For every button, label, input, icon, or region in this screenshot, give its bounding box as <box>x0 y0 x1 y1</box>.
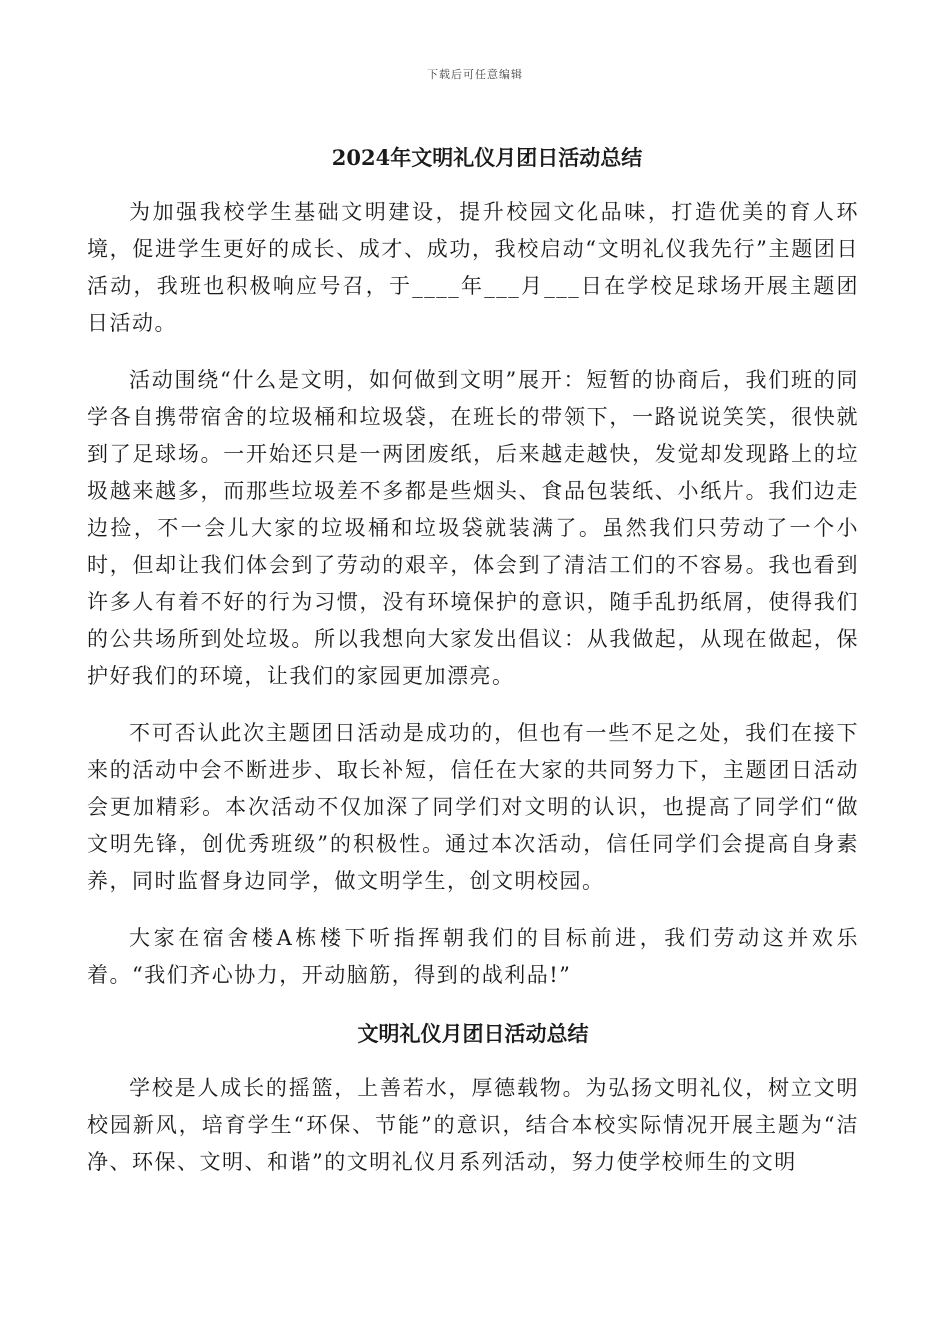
document-body <box>87 138 859 1201</box>
paragraph: 不可否认此次主题团日活动是成功的，但也有一些不足之处，我们在接下来的活动中会不断进步、取长补短，信任在大家的共同努力下，主题团日活动会更加精彩。本次活动不仅加深了同学们对文明的认识，也提高了同学们“做文明先锋，创优秀班级”的积极性。通过本次活动，信任同学们会提高自身素养，同时监督身边同学，做文明学生，创文明校园。 <box>87 721 859 893</box>
header-note: 下载后可任意编辑 <box>427 68 523 81</box>
section-title: 文明礼仪月团日活动总结 <box>357 1021 589 1046</box>
paragraph: 学校是人成长的摇篮，上善若水，厚德载物。为弘扬文明礼仪，树立文明校园新风，培育学生“环保、节能”的意识，结合本校实际情况开展主题为“洁净、环保、文明、和谐”的文明礼仪月系列活动，努力使学校师生的文明 <box>87 1076 859 1174</box>
paragraph: 为加强我校学生基础文明建设，提升校园文化品味，打造优美的育人环境，促进学生更好的成长、成才、成功，我校启动“文明礼仪我先行”主题团日活动，我班也积极响应号召，于____年___月___日在学校足球场开展主题团日活动。 <box>87 200 859 335</box>
paragraph: 大家在宿舍楼A栋楼下听指挥朝我们的目标前进，我们劳动这并欢乐着。“我们齐心协力，开动脑筋，得到的战利品!” <box>87 926 859 987</box>
document-title: 2024年文明礼仪月团日活动总结 <box>331 145 643 170</box>
paragraph: 活动围绕“什么是文明，如何做到文明”展开：短暂的协商后，我们班的同学各自携带宿舍的垃圾桶和垃圾袋，在班长的带领下，一路说说笑笑，很快就到了足球场。一开始还只是一两团废纸，后来越走越快，发觉却发现路上的垃圾越来越多，而那些垃圾差不多都是些烟头、食品包装纸、小纸片。我们边走边捡，不一会儿大家的垃圾桶和垃圾袋就装满了。虽然我们只劳动了一个小时，但却让我们体会到了劳动的艰辛，体会到了清洁工们的不容易。我也看到许多人有着不好的行为习惯，没有环境保护的意识，随手乱扔纸屑，使得我们的公共场所到处垃圾。所以我想向大家发出倡议：从我做起，从现在做起，保护好我们的环境，让我们的家园更加漂亮。 <box>87 368 859 688</box>
